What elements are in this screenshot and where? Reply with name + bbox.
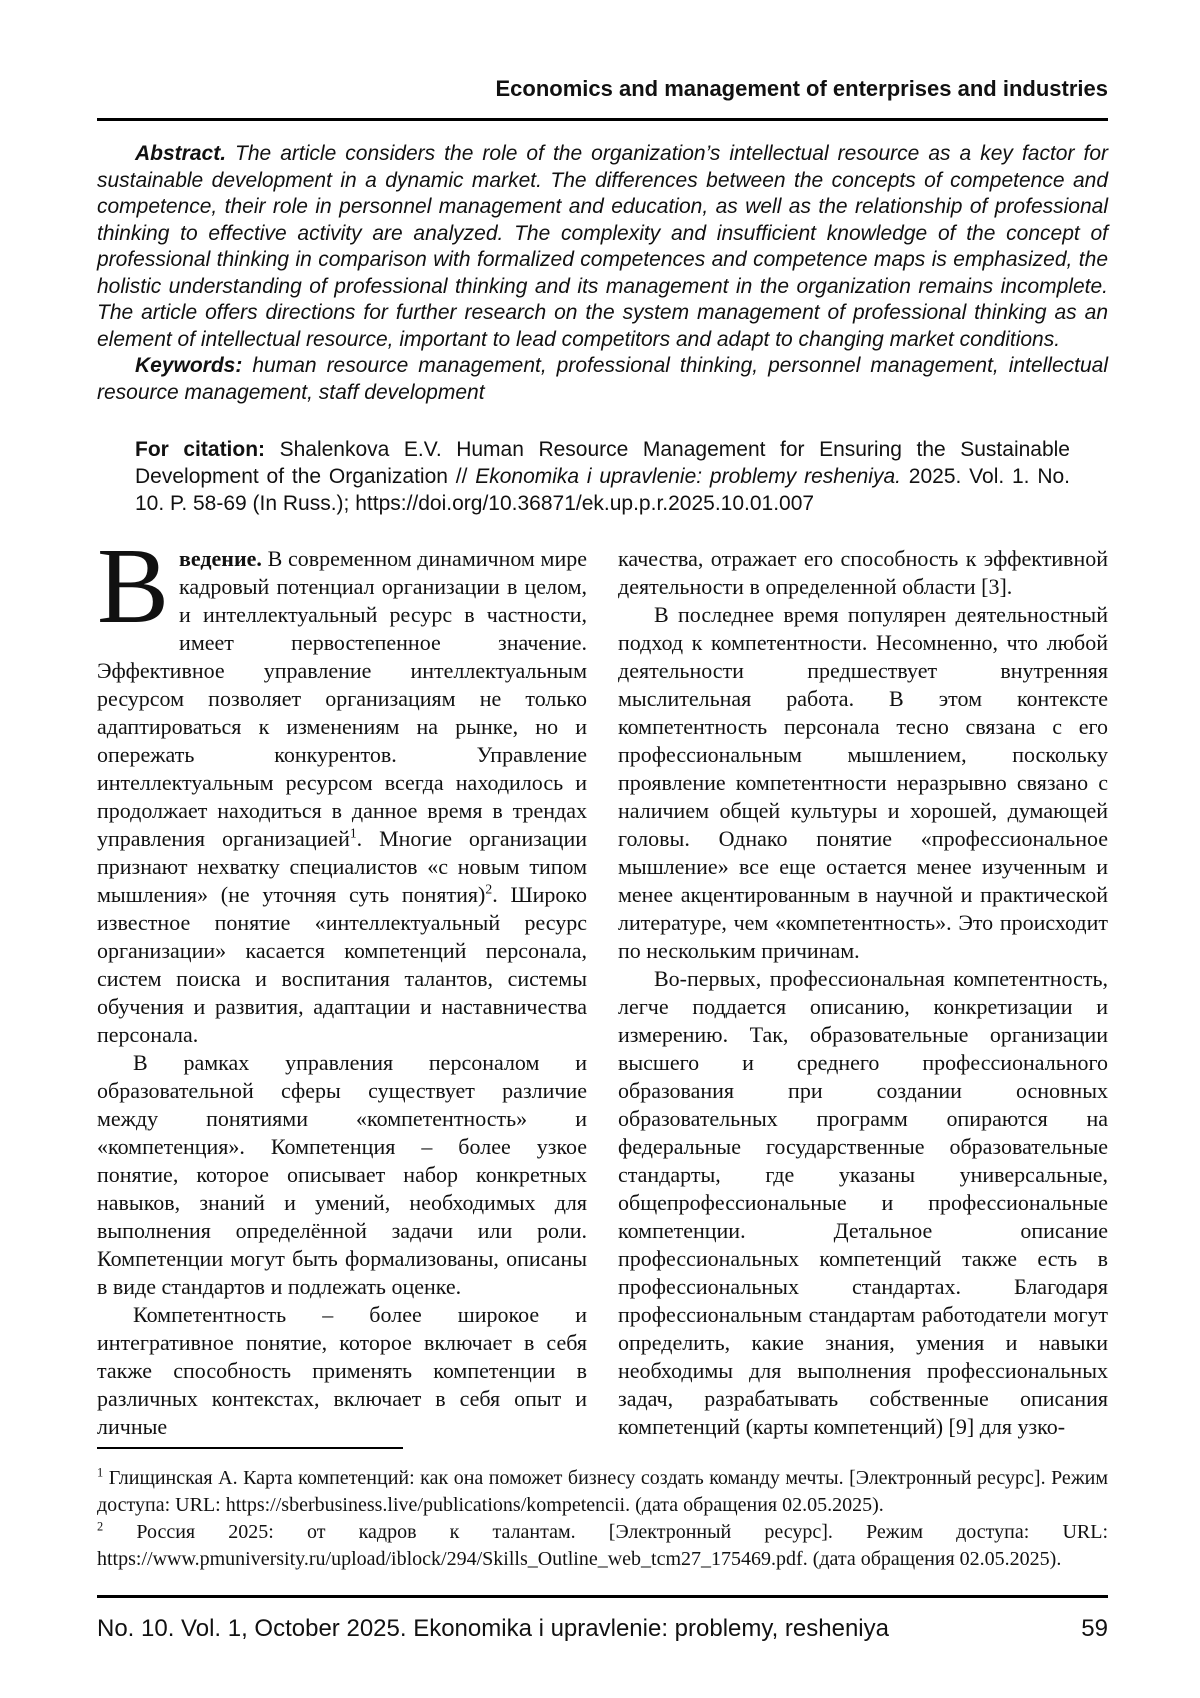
- citation-journal-title: Ekonomika i upravlenie: problemy resheniya.: [475, 465, 901, 488]
- abstract-section: [97, 141, 1108, 406]
- page-bottom: [97, 1447, 1108, 1644]
- footer-journal-info: No. 10. Vol. 1, October 2025. Ekonomika i upravlenie: problemy, resheniya: [97, 1615, 889, 1642]
- footnote-2-marker: 2: [97, 1519, 104, 1534]
- footnotes-section: [97, 1447, 1108, 1573]
- keywords-paragraph: [97, 353, 1108, 406]
- body-paragraph: В последнее время популярен деятельностный подход к компетентности. Несомненно, что любой деятельности предшествует внутренняя мыслительная работа. В этом контексте компетентность персонала тесно связана с его профессиональным мышлением, поскольку проявление компетентности неразрывно связано с наличием общей культуры и хорошей, думающей головы. Однако понятие «профессиональное мышление» все еще остается менее изученным и менее акцентированным в научной и практической литературе, чем «компетентность». Это происходит по нескольким причинам.: [618, 602, 1108, 963]
- footnote-1-text: Глищинская А. Карта компетенций: как она поможет бизнесу создать команду мечты. [Электронный ресурс]. Режим доступа: URL: https://sberbusiness.live/publications/kompetencii. (дата обращения 02.05.2025).: [97, 1467, 1108, 1516]
- right-column: [618, 545, 1108, 1447]
- citation-block: [135, 436, 1070, 517]
- footnote-2-text: Россия 2025: от кадров к талантам. [Электронный ресурс]. Режим доступа: URL: https://www.pmuniversity.ru/upload/iblock/294/Skills_Outline_web_tcm27_175469.pdf. (дата обращения 02.05.2025).: [97, 1521, 1108, 1570]
- left-column: [97, 545, 587, 1447]
- body-paragraph: Компетентность – более широкое и интегративное понятие, которое включает в себя также способность применять компетенции в различных контекстах, включает в себя опыт и личные: [97, 1302, 587, 1439]
- intro-text-1: В современном динамичном мире кадровый потенциал организации в целом, и интеллектуальный ресурс в частности, имеет первостепенное значение. Эффективное управление интеллектуальным ресурсом позволяет организациям не только адаптироваться к изменениям на рынке, но и опережать конкурентов. Управление интеллектуальным ресурсом всегда находилось и продолжает находиться в данное время в трендах управления организацией: [97, 546, 587, 851]
- intro-text-2: . Многие организации признают нехватку специалистов «с новым типом мышления» (не уточняя суть понятия): [97, 826, 587, 907]
- intro-lead-word: ведение.: [179, 546, 262, 571]
- footnote-1: [97, 1465, 1108, 1519]
- footer-rule: [97, 1595, 1108, 1598]
- intro-paragraph: [97, 545, 587, 1049]
- abstract-paragraph: [97, 141, 1108, 353]
- footnote-2: [97, 1519, 1108, 1573]
- footnote-separator: [97, 1447, 403, 1449]
- footnote-ref-2: 2: [485, 881, 493, 897]
- page-header: [97, 76, 1108, 121]
- header-rule: [97, 118, 1108, 121]
- citation-paragraph: [135, 436, 1070, 517]
- citation-text-end: 2025. Vol. 1. No. 10. P. 58-69 (In Russ.); https://doi.org/10.36871/ek.up.p.r.2025.10.01.007: [135, 465, 1070, 515]
- drop-cap: В: [97, 545, 170, 646]
- running-head: Economics and management of enterprises and industries: [495, 76, 1108, 101]
- footnote-ref-1: 1: [349, 825, 357, 841]
- keywords-label: Keywords:: [135, 354, 243, 377]
- citation-text-start: Shalenkova E.V. Human Resource Management for Ensuring the Sustainable Development of the Organization //: [135, 438, 1070, 488]
- keywords-text: human resource management, professional thinking, personnel management, intellectual resource management, staff development: [97, 354, 1108, 404]
- body-paragraph: Во-первых, профессиональная компетентность, легче поддается описанию, конкретизации и измерению. Так, образовательные организации высшего и среднего профессионального образования при создании основных образовательных программ опираются на федеральные государственные образовательные стандарты, где указаны универсальные, общепрофессиональные и профессиональные компетенции. Детальное описание профессиональных компетенций также есть в профессиональных стандартах. Благодаря профессиональным стандартам работодатели могут определить, какие знания, умения и навыки необходимы для выполнения профессиональных задач, разрабатывать собственные описания компетенций (карты компетенций) [9] для узко-: [618, 966, 1108, 1439]
- intro-text-3: . Широко известное понятие «интеллектуальный ресурс организации» касается компетенций персонала, систем поиска и воспитания талантов, системы обучения и развития, адаптации и наставничества персонала.: [97, 882, 587, 1047]
- page-footer: [97, 1595, 1108, 1644]
- page-number: 59: [1081, 1615, 1108, 1642]
- abstract-text: The article considers the role of the organization’s intellectual resource as a key factor for sustainable development in a dynamic market. The differences between the concepts of competence and competence, their role in personnel management and education, as well as the relationship of professional thinking to effective activity are analyzed. The complexity and insufficient knowledge of the concept of professional thinking in comparison with formalized competences and competence maps is emphasized, the holistic understanding of professional thinking and its management in the organization remains incomplete. The article offers directions for further research on the system management of professional thinking as an element of intellectual resource, important to lead competitors and adapt to changing market conditions.: [97, 142, 1108, 351]
- body-paragraph-continuation: качества, отражает его способность к эффективной деятельности в определенной области [3].: [618, 546, 1108, 599]
- footnote-1-marker: 1: [97, 1465, 104, 1480]
- abstract-label: Abstract.: [135, 142, 227, 165]
- citation-label: For citation:: [135, 438, 266, 461]
- article-body: [97, 545, 1108, 1447]
- body-paragraph: В рамках управления персоналом и образовательной сферы существует различие между понятиями «компетентность» и «компетенция». Компетенция – более узкое понятие, которое описывает набор конкретных навыков, знаний и умений, необходимых для выполнения определённой задачи или роли. Компетенции могут быть формализованы, описаны в виде стандартов и подлежать оценке.: [97, 1050, 587, 1299]
